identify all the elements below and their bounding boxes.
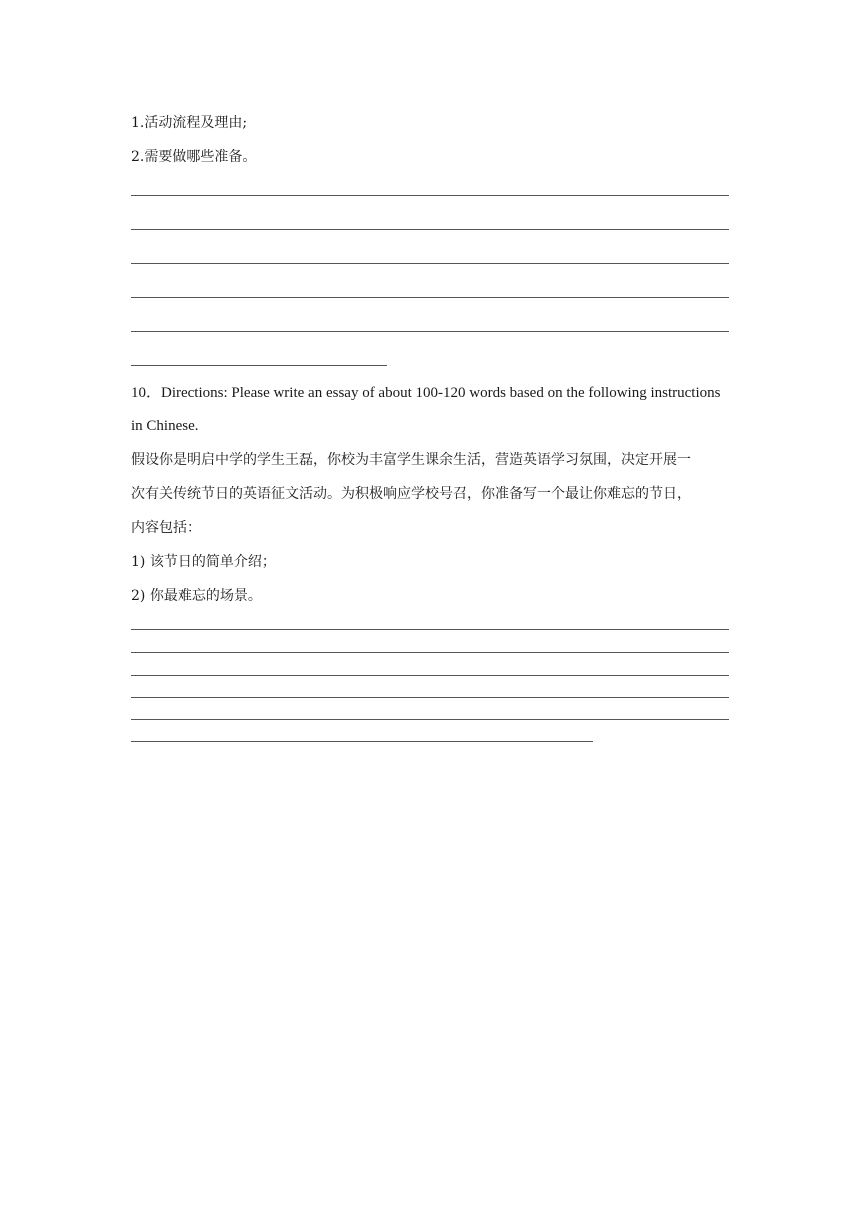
answer-line[interactable]	[131, 263, 729, 264]
content-point-1: 1) 该节日的简单介绍；	[131, 554, 276, 570]
requirement-item-1: 1.活动流程及理由;	[131, 115, 248, 131]
answer-line-partial[interactable]	[131, 365, 387, 366]
requirement-item-2: 2.需要做哪些准备。	[131, 149, 257, 165]
answer-line[interactable]	[131, 297, 729, 298]
answer-line[interactable]	[131, 229, 729, 230]
essay-line[interactable]	[131, 629, 729, 630]
question-10-prompt-cont: 内容包括：	[131, 520, 201, 536]
answer-line[interactable]	[131, 331, 729, 332]
essay-line[interactable]	[131, 675, 729, 676]
essay-line[interactable]	[131, 697, 729, 698]
essay-line-partial[interactable]	[131, 741, 593, 742]
essay-line[interactable]	[131, 652, 729, 653]
question-10-prompt: 假设你是明启中学的学生王磊，你校为丰富学生课余生活，营造英语学习氛围，决定开展一	[131, 452, 691, 468]
question-10-directions: 10．Directions: Please write an essay of about 100-120 words based on the following instructions	[131, 385, 721, 401]
essay-line[interactable]	[131, 719, 729, 720]
question-10-prompt-cont: 次有关传统节日的英语征文活动。为积极响应学校号召，你准备写一个最让你难忘的节日，	[131, 486, 691, 502]
question-10-directions-cont: in Chinese.	[131, 418, 199, 434]
content-point-2: 2) 你最难忘的场景。	[131, 588, 262, 604]
answer-line[interactable]	[131, 195, 729, 196]
